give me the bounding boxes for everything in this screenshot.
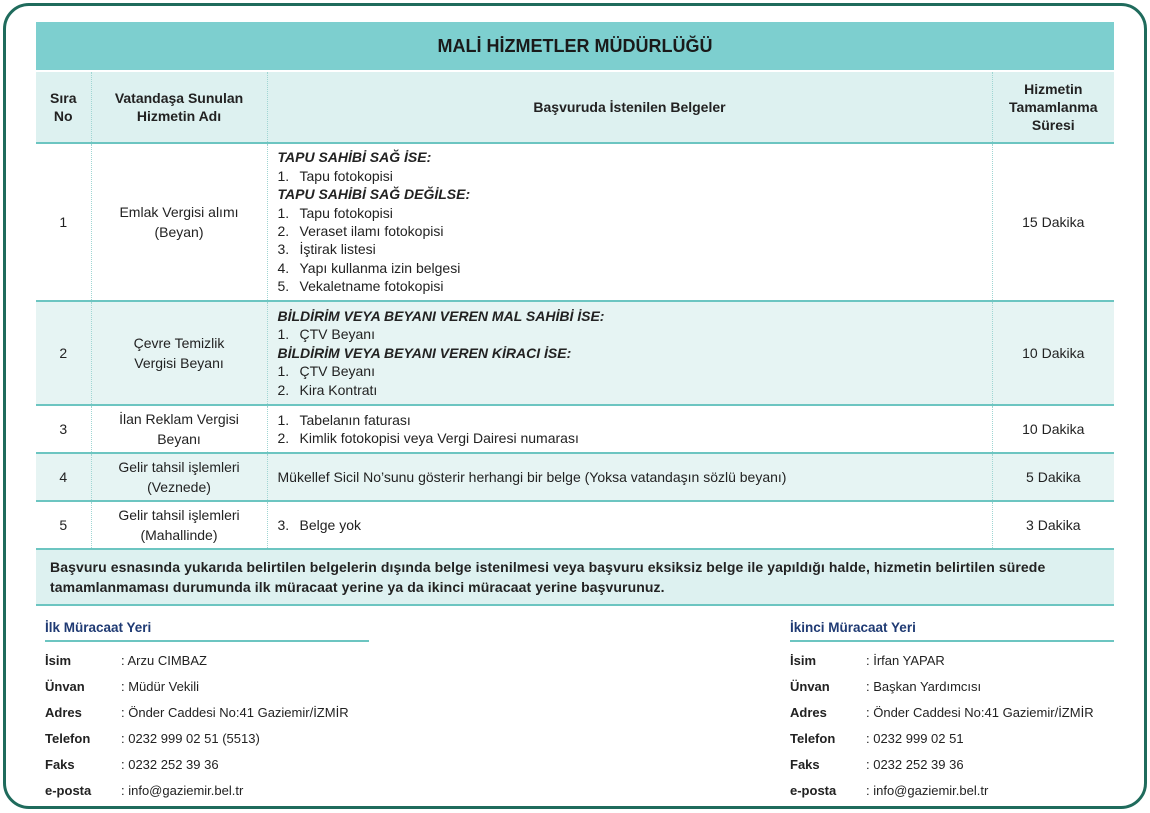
row-service-name: İlan Reklam Vergisi Beyanı [91,405,267,453]
value-title: : Başkan Yardımcısı [866,679,982,694]
contact-row [45,726,369,752]
row-documents [267,143,992,301]
application-note: Başvuru esnasında yukarıda belirtilen belgelerin dışında belge istenilmesi veya başvuru eksiksiz belge ile yapıldığı halde, hizmetin belirtilen sürede tamamlanmaması durumunda ilk müracaat yerine ya da ikinci müracaat yerine başvurunuz. [36,550,1114,606]
list-item: 5. Vekaletname fotokopisi [277,278,444,295]
contact-row [790,674,1114,700]
value-address: : Önder Caddesi No:41 Gaziemir/İZMİR [866,705,1094,720]
label-fax: Faks [45,757,75,772]
list-item: 2. Kimlik fotokopisi veya Vergi Dairesi numarası [277,430,579,446]
value-name: : Arzu CIMBAZ [121,653,207,668]
list-item: 1. ÇTV Beyanı [277,363,375,380]
condition-heading: BİLDİRİM VEYA BEYANI VEREN KİRACI İSE: [277,344,572,361]
header-docs: Başvuruda İstenilen Belgeler [267,71,992,143]
contact-row [45,674,369,700]
services-table [36,22,1114,550]
list-item: 1. Tapu fotokopisi [277,167,393,184]
table-header [36,71,1114,143]
list-item: 1. ÇTV Beyanı [277,326,375,343]
row-duration: 15 Dakika [992,143,1114,301]
label-title: Ünvan [790,679,830,694]
label-phone: Telefon [790,731,836,746]
condition-heading: BİLDİRİM VEYA BEYANI VEREN MAL SAHİBİ İSE: [277,307,605,324]
condition-heading: TAPU SAHİBİ SAĞ DEĞİLSE: [277,186,471,203]
table-row [36,301,1114,405]
row-duration: 5 Dakika [992,453,1114,501]
list-item: 1. Tapu fotokopisi [277,204,393,221]
row-service-name: Emlak Vergisi alımı (Beyan) [91,143,267,301]
list-item: 3. Belge yok [277,516,361,533]
row-documents: Mükellef Sicil No’sunu gösterir herhangi bir belge (Yoksa vatandaşın sözlü beyanı) [267,453,992,501]
label-name: İsim [790,653,817,668]
row-no: 3 [36,405,91,453]
row-documents [267,501,992,549]
row-service-name: Çevre Temizlik Vergisi Beyanı [91,301,267,405]
header-time: Hizmetin Tamamlanma Süresi [992,71,1114,143]
document [36,22,1114,606]
row-documents [267,405,992,453]
contact-row [45,778,369,804]
row-no: 4 [36,453,91,501]
contact-row [790,700,1114,726]
page-title: MALİ HİZMETLER MÜDÜRLÜĞÜ [36,22,1114,71]
value-fax: : 0232 252 39 36 [866,757,964,772]
value-phone: : 0232 999 02 51 (5513) [121,731,260,746]
value-fax: : 0232 252 39 36 [121,757,219,772]
label-fax: Faks [790,757,820,772]
row-duration: 10 Dakika [992,301,1114,405]
label-email: e-posta [45,783,92,798]
header-no: Sıra No [36,71,91,143]
label-address: Adres [790,705,827,720]
label-name: İsim [45,653,72,668]
contact-row [45,700,369,726]
first-contact-title: İlk Müracaat Yeri [45,620,369,642]
row-service-name: Gelir tahsil işlemleri (Veznede) [91,453,267,501]
row-service-name: Gelir tahsil işlemleri (Mahallinde) [91,501,267,549]
value-phone: : 0232 999 02 51 [866,731,964,746]
value-address: : Önder Caddesi No:41 Gaziemir/İZMİR [121,705,349,720]
value-email[interactable]: : info@gaziemir.bel.tr [866,783,989,798]
list-item: 2. Kira Kontratı [277,381,378,398]
second-contact-title: İkinci Müracaat Yeri [790,620,1114,642]
contact-row [790,726,1114,752]
contact-row [45,752,369,778]
condition-heading: TAPU SAHİBİ SAĞ İSE: [277,149,432,166]
contact-row [790,752,1114,778]
row-documents [267,301,992,405]
table-row [36,405,1114,453]
second-contact [790,620,1114,804]
list-item: 2. Veraset ilamı fotokopisi [277,223,444,239]
row-no: 5 [36,501,91,549]
list-item: 4. Yapı kullanma izin belgesi [277,259,461,276]
list-item: 3. İştirak listesi [277,241,376,258]
contact-row [790,778,1114,804]
value-name: : İrfan YAPAR [866,653,945,668]
table-row [36,453,1114,501]
table-row [36,501,1114,549]
row-duration: 10 Dakika [992,405,1114,453]
contact-row [790,648,1114,674]
table-row [36,143,1114,301]
row-no: 2 [36,301,91,405]
row-no: 1 [36,143,91,301]
contact-row [45,648,369,674]
label-email: e-posta [790,783,837,798]
value-email[interactable]: : info@gaziemir.bel.tr [121,783,244,798]
label-address: Adres [45,705,82,720]
header-name: Vatandaşa Sunulan Hizmetin Adı [91,71,267,143]
first-contact [45,620,369,804]
value-title: : Müdür Vekili [121,679,200,694]
row-duration: 3 Dakika [992,501,1114,549]
list-item: 1. Tabelanın faturası [277,411,411,428]
label-title: Ünvan [45,679,85,694]
label-phone: Telefon [45,731,91,746]
